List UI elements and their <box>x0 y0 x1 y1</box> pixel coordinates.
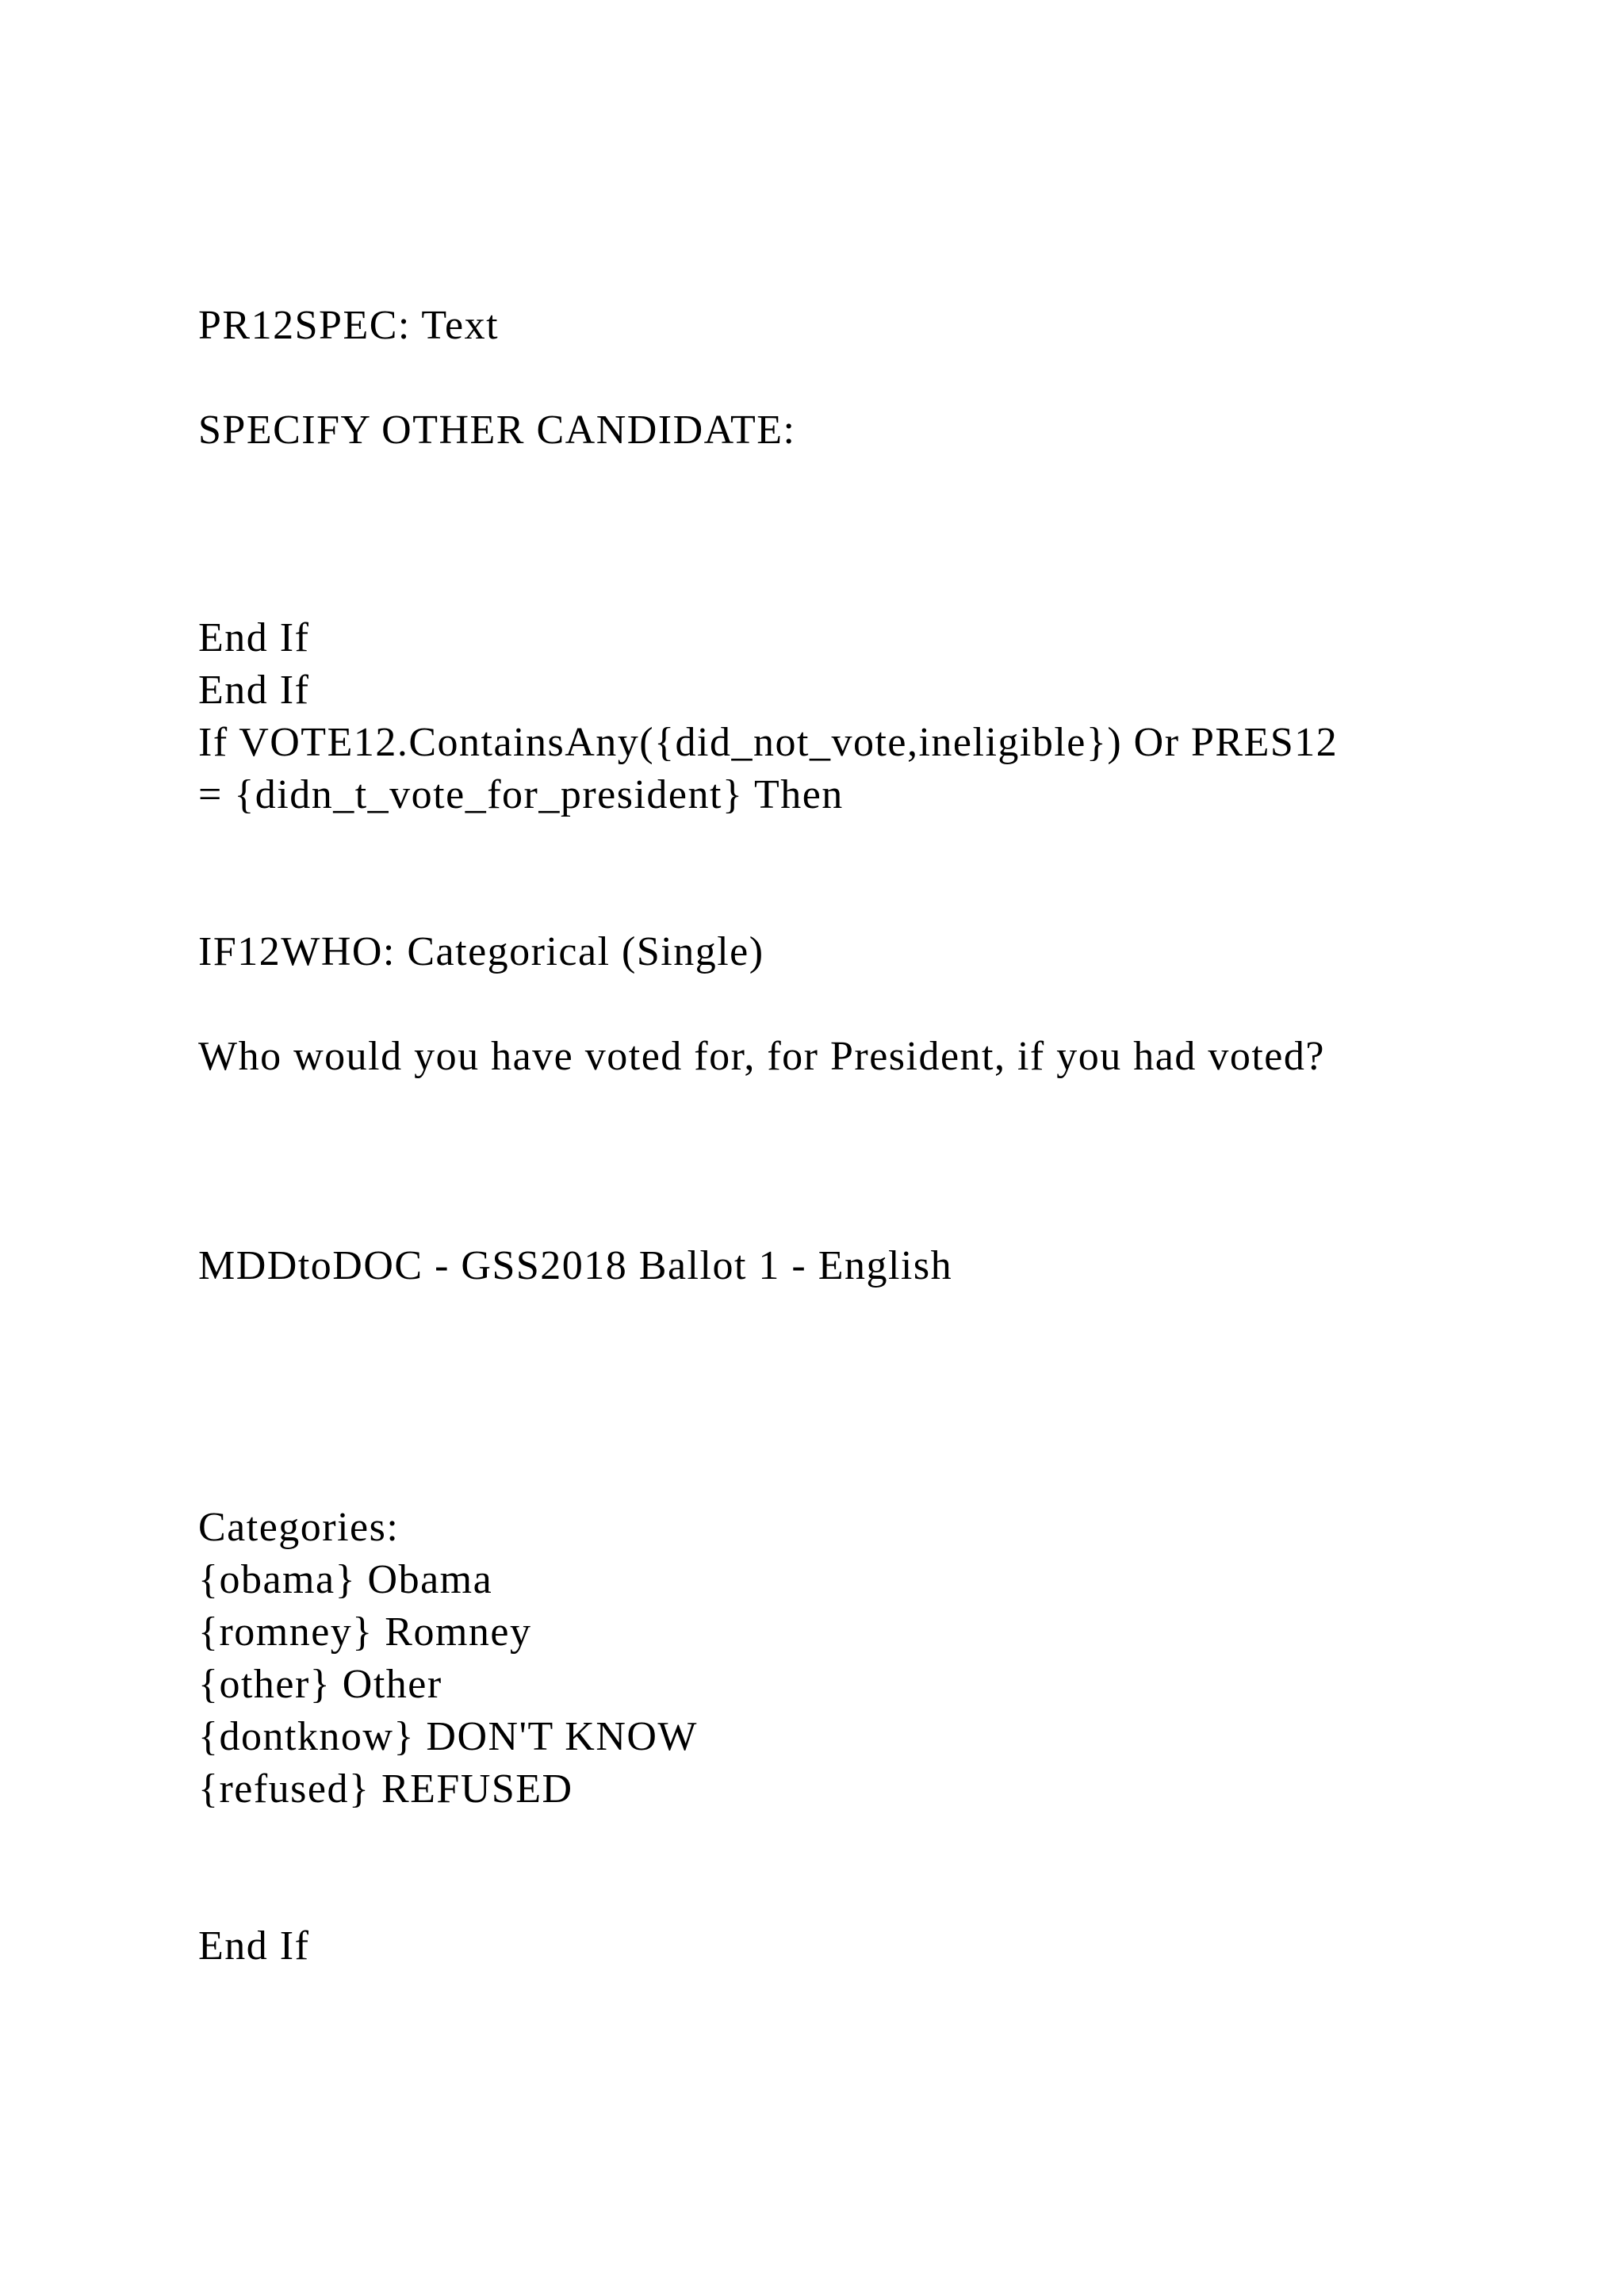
footer-note: MDDtoDOC - GSS2018 Ballot 1 - English <box>198 1243 953 1288</box>
spec-heading: PR12SPEC: Text <box>198 303 500 348</box>
category-item: {romney} Romney <box>198 1609 532 1655</box>
category-item: {refused} REFUSED <box>198 1766 573 1812</box>
categories-label: Categories: <box>198 1505 400 1550</box>
category-item: {obama} Obama <box>198 1557 493 1602</box>
end-if: End If <box>198 615 310 660</box>
category-item: {dontknow} DON'T KNOW <box>198 1714 699 1759</box>
end-if: End If <box>198 668 310 713</box>
category-item: {other} Other <box>198 1662 442 1707</box>
condition-line: = {didn_t_vote_for_president} Then <box>198 772 844 817</box>
question-heading: IF12WHO: Categorical (Single) <box>198 929 764 974</box>
end-if: End If <box>198 1923 310 1969</box>
spec-prompt: SPECIFY OTHER CANDIDATE: <box>198 408 796 453</box>
question-text: Who would you have voted for, for President, if you had voted? <box>198 1034 1325 1079</box>
condition-line: If VOTE12.ContainsAny({did_not_vote,ineligible}) Or PRES12 <box>198 720 1339 765</box>
